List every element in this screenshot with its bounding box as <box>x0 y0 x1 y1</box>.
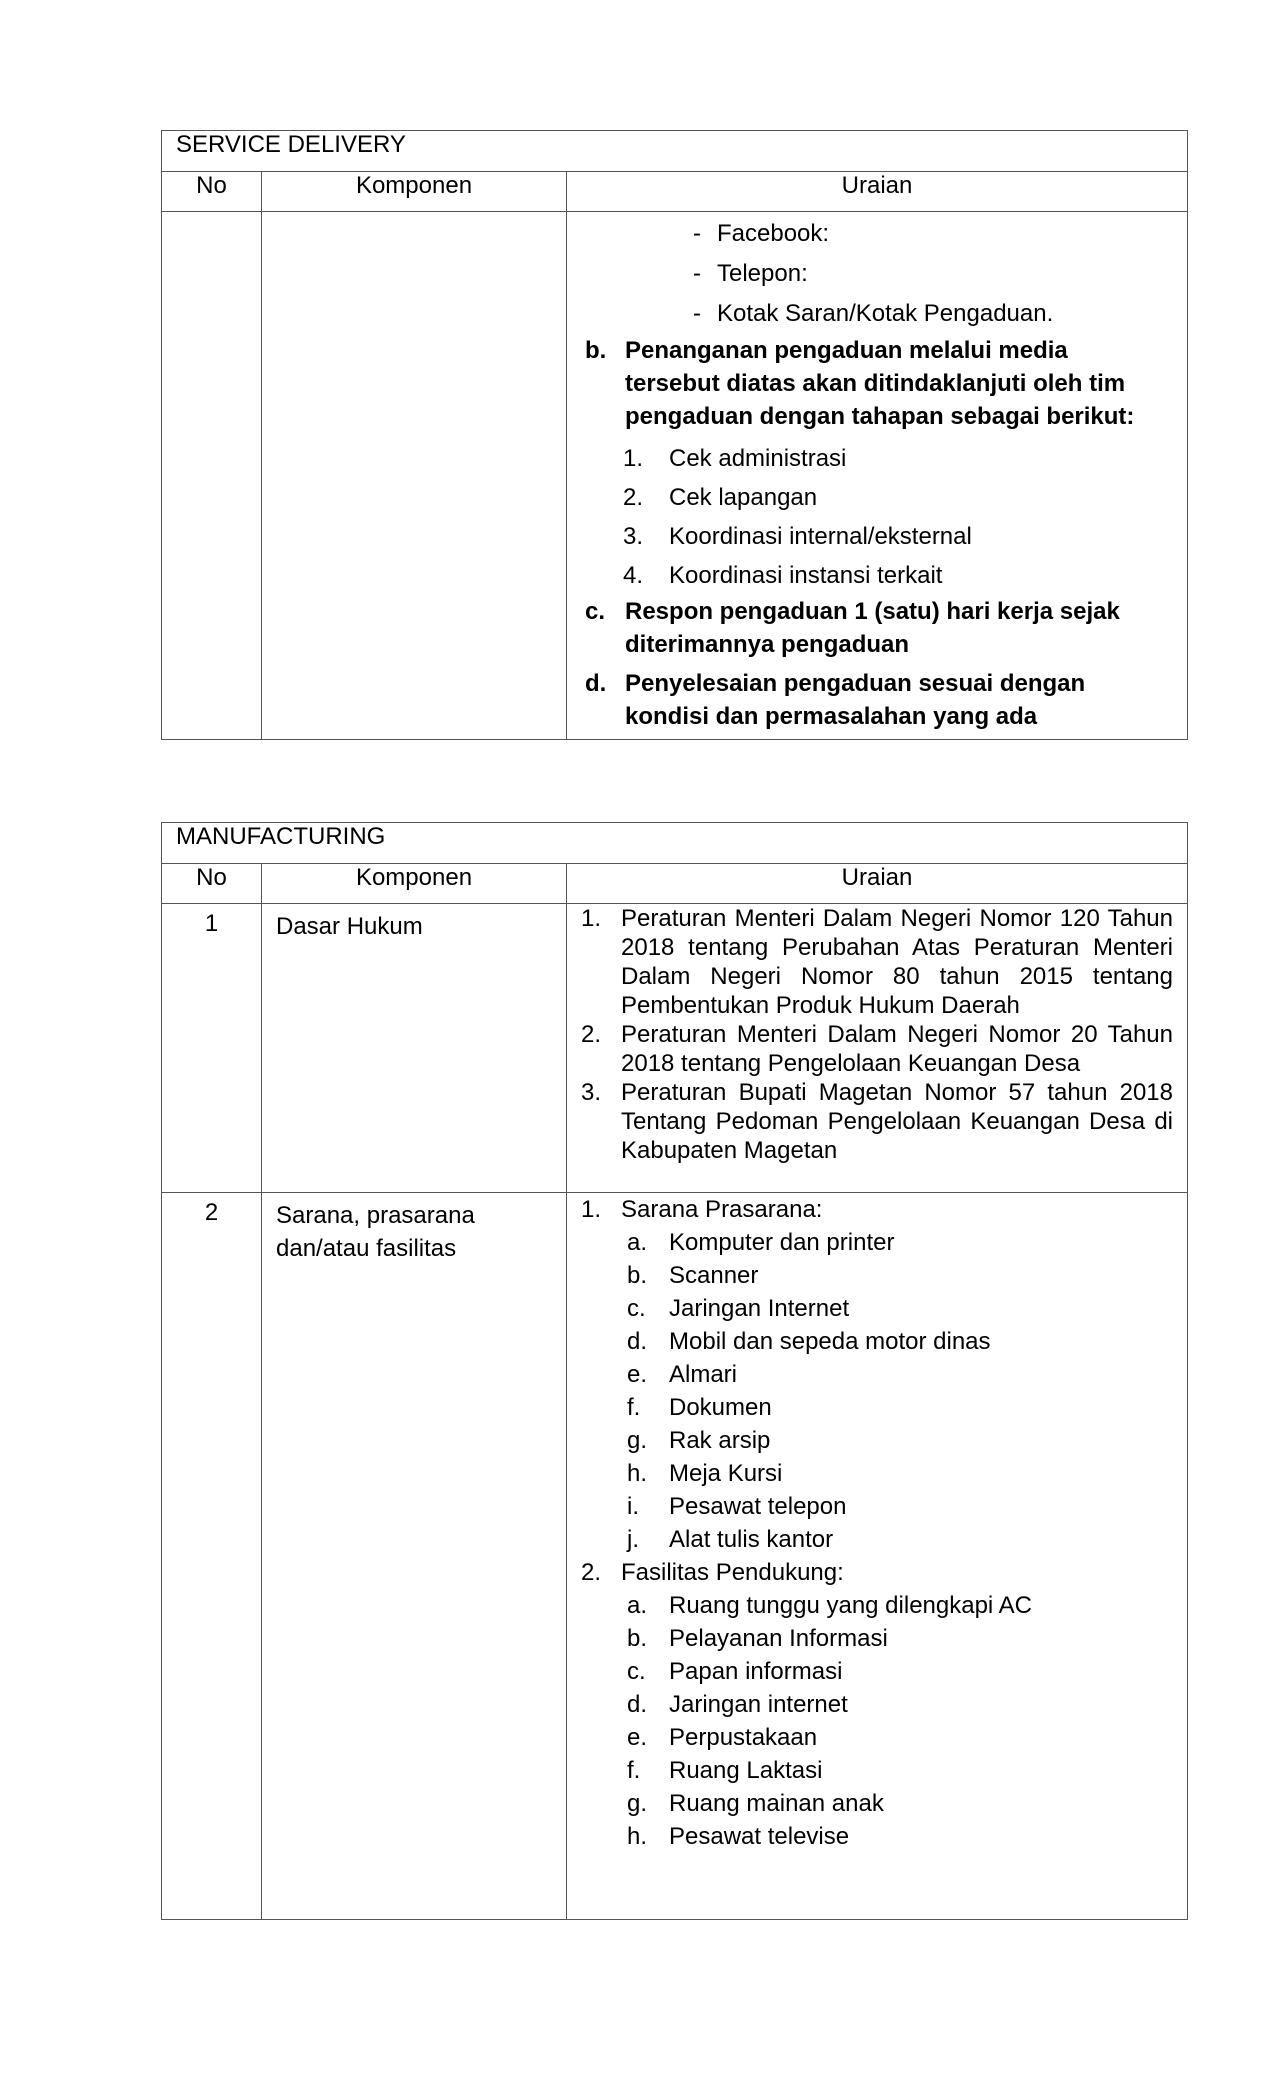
list-item: f. Dokumen <box>627 1394 772 1421</box>
uraian-cell <box>567 904 1188 1193</box>
list-item: 3. Peraturan Bupati Magetan Nomor 57 tahun 2018 Tentang Pedoman Pengelolaan Keuangan Desa di Kabupaten Magetan <box>581 1079 1173 1164</box>
list-item: c. Papan informasi <box>627 1658 843 1685</box>
column-header-komponen: Komponen <box>262 172 567 212</box>
list-item: 3. Koordinasi internal/eksternal <box>623 523 972 550</box>
table-row <box>162 904 1188 1193</box>
list-item: 2. Cek lapangan <box>623 484 818 511</box>
column-header-uraian: Uraian <box>567 172 1188 212</box>
manufacturing-table <box>161 822 1188 1920</box>
sub-list <box>581 1226 1173 1556</box>
list-item: d. Penyelesaian pengaduan sesuai dengan kondisi dan permasalahan yang ada <box>585 670 1086 730</box>
list-item: g. Ruang mainan anak <box>627 1790 884 1817</box>
list-item: 1. Peraturan Menteri Dalam Negeri Nomor 120 Tahun 2018 tentang Perubahan Atas Peraturan Menteri Dalam Negeri Nomor 80 tahun 2015 tentang Pembentukan Produk Hukum Daerah <box>581 905 1173 1019</box>
list-item: c. Jaringan Internet <box>627 1295 850 1322</box>
list-item: e. Perpustakaan <box>627 1724 818 1751</box>
list-item: c. Respon pengaduan 1 (satu) hari kerja sejak diterimannya pengaduan <box>585 598 1120 658</box>
komponen-cell <box>262 212 567 740</box>
column-header-no: No <box>162 864 262 904</box>
column-header-komponen: Komponen <box>262 864 567 904</box>
section-title: SERVICE DELIVERY <box>162 131 1188 172</box>
list-item: - Kotak Saran/Kotak Pengaduan. <box>693 300 1054 327</box>
list-item: i. Pesawat telepon <box>627 1493 847 1520</box>
table-row <box>162 1193 1188 1920</box>
column-header-uraian: Uraian <box>567 864 1188 904</box>
list-item: e. Almari <box>627 1361 738 1388</box>
no-cell: 1 <box>162 904 262 1193</box>
column-header-no: No <box>162 172 262 212</box>
sub-list <box>581 1589 1173 1853</box>
list-item: - Facebook: <box>693 220 830 247</box>
list-item: d. Mobil dan sepeda motor dinas <box>627 1328 991 1355</box>
uraian-cell <box>567 212 1188 740</box>
service-delivery-table <box>161 130 1188 740</box>
no-cell: 2 <box>162 1193 262 1920</box>
list-item: 2. Fasilitas Pendukung: <box>581 1559 844 1586</box>
no-cell <box>162 212 262 740</box>
list-item: b. Pelayanan Informasi <box>627 1625 888 1652</box>
komponen-cell: Dasar Hukum <box>262 904 567 1193</box>
uraian-cell <box>567 1193 1188 1920</box>
list-item: b. Scanner <box>627 1262 759 1289</box>
list-item: 1. Cek administrasi <box>623 445 847 472</box>
list-item: a. Ruang tunggu yang dilengkapi AC <box>627 1592 1032 1619</box>
komponen-cell: Sarana, prasarana dan/atau fasilitas <box>262 1193 567 1920</box>
list-item: h. Meja Kursi <box>627 1460 783 1487</box>
list-item: d. Jaringan internet <box>627 1691 848 1718</box>
list-item: 1. Sarana Prasarana: <box>581 1196 823 1223</box>
list-item: j. Alat tulis kantor <box>627 1526 834 1553</box>
channel-list <box>585 212 1165 334</box>
steps-list <box>585 439 1165 595</box>
list-item: g. Rak arsip <box>627 1427 771 1454</box>
list-item: b. Penanganan pengaduan melalui media tersebut diatas akan ditindaklanjuti oleh tim pengaduan dengan tahapan sebagai berikut: <box>585 337 1135 430</box>
list-item: 4. Koordinasi instansi terkait <box>623 562 943 589</box>
table-row <box>162 212 1188 740</box>
list-item: h. Pesawat televise <box>627 1823 850 1850</box>
list-item: - Telepon: <box>693 260 808 287</box>
section-title: MANUFACTURING <box>162 823 1188 864</box>
list-item: 2. Peraturan Menteri Dalam Negeri Nomor 20 Tahun 2018 tentang Pengelolaan Keuangan Desa <box>581 1021 1173 1077</box>
list-item: f. Ruang Laktasi <box>627 1757 823 1784</box>
list-item: a. Komputer dan printer <box>627 1229 895 1256</box>
